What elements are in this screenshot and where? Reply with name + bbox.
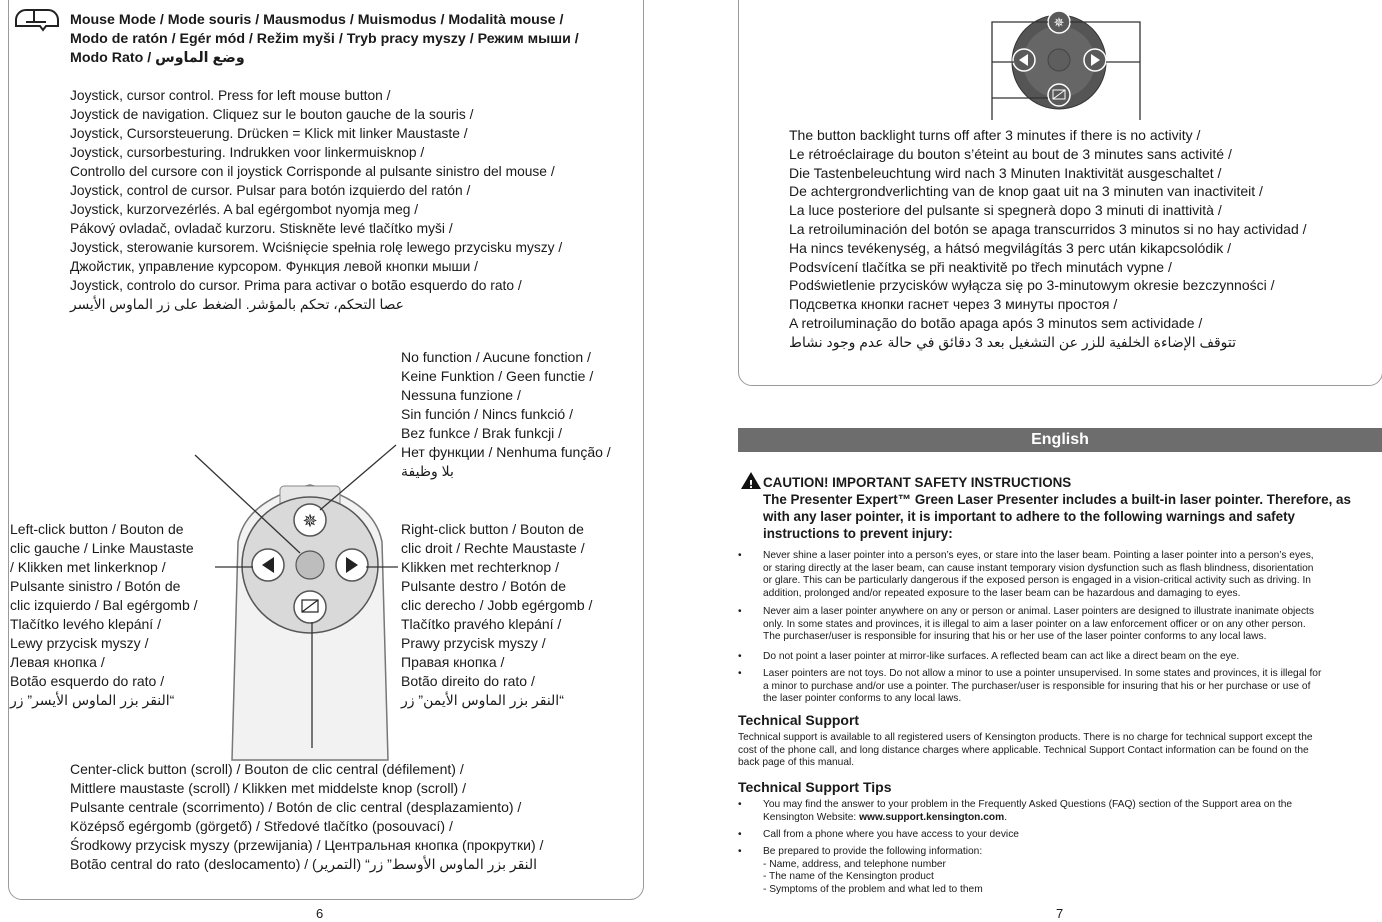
note-line: La retroiluminación del botón se apaga transcurridos 3 minutos si no hay actividad /	[789, 220, 1307, 237]
presenter-device-illustration	[195, 445, 398, 760]
safety-bullet	[738, 550, 1382, 600]
label-line: “النقر بزر الماوس الأيمن” زر	[401, 692, 564, 708]
right-click-label	[401, 520, 592, 710]
safety-bullet	[738, 668, 1382, 706]
support-website-link[interactable]: www.support.kensington.com	[859, 811, 1005, 823]
desc-line: Joystick, sterowanie kursorem. Wciśnięcie spełnia rolę lewego przycisku myszy /	[70, 240, 563, 255]
mouse-mode-description	[70, 86, 562, 314]
bullet-mark: •	[738, 846, 742, 857]
note-line: Die Tastenbeleuchtung wird nach 3 Minuten Inaktivität ausgeschaltet /	[789, 164, 1222, 181]
bullet-mark: •	[738, 651, 742, 662]
label-line: Tlačítko levého klepání /	[10, 616, 161, 632]
label-line: Mittlere maustaste (scroll) / Klikken met middelste knop (scroll) /	[70, 780, 466, 796]
caution-block	[763, 474, 1351, 542]
bullet-line: only. In some states and provinces, it is illegal to aim a laser pointer on a law enforcement officer or on any other person.	[763, 618, 1306, 630]
bullet-mark: •	[738, 668, 742, 679]
label-line: Pulsante destro / Botón de	[401, 578, 566, 594]
tip-line: Kensington Website:	[763, 811, 860, 823]
note-line: Le rétroéclairage du bouton s’éteint au bout de 3 minutes sans activité /	[789, 145, 1232, 162]
tip-bullet	[738, 846, 1382, 896]
label-line: Левая кнопка /	[10, 654, 105, 670]
mouse-icon	[16, 10, 58, 30]
caution-intro-line: with any laser pointer, it is important to adhere to the following warnings and safety	[763, 509, 1295, 524]
tech-support-body	[738, 732, 1382, 770]
desc-line: Joystick, controlo do cursor. Prima para activar o botão esquerdo do rato /	[70, 278, 522, 293]
label-line: No function / Aucune fonction /	[401, 349, 591, 365]
sub-item: - Name, address, and telephone number	[763, 858, 946, 870]
label-line: Keine Funktion / Geen functie /	[401, 368, 594, 384]
bullet-line: Laser pointers are not toys. Do not allow a minor to use a pointer unsupervised. In some states and provinces, it is illegal for	[763, 668, 1322, 679]
bullet-line: or staring directly at the laser beam, can cause instant temporary vision dysfunction such as flash blindness, disorientation	[763, 562, 1314, 574]
desc-line: Joystick, control de cursor. Pulsar para botón izquierdo del ratón /	[70, 183, 471, 198]
bullet-line: Do not point a laser pointer at mirror-like surfaces. A reflected beam can act like a direct beam on the eye.	[763, 651, 1240, 662]
label-line: Bez funkce / Brak funkcji /	[401, 425, 563, 441]
label-line: Center-click button (scroll) / Bouton de clic central (défilement) /	[70, 761, 464, 777]
label-line: Правая кнопка /	[401, 654, 505, 670]
label-line: Sin función / Nincs funkció /	[401, 406, 573, 422]
blank-screen-button	[294, 591, 326, 623]
note-line: De achtergrondverlichting van de knop gaat uit na 3 minuten van inactiviteit /	[789, 183, 1263, 200]
title-line: Modo de ratón / Egér mód / Režim myši / Tryb pracy myszy / Режим мыши /	[70, 31, 579, 47]
svg-text:✵: ✵	[1053, 16, 1065, 31]
note-line: The button backlight turns off after 3 minutes if there is no activity /	[789, 127, 1201, 143]
desc-line: Джойстик, управление курсором. Функция левой кнопки мыши /	[70, 259, 478, 274]
label-line: Prawy przycisk myszy /	[401, 635, 546, 651]
desc-line: Joystick, cursor control. Press for left mouse button /	[70, 88, 391, 103]
label-line: clic derecho / Jobb egérgomb /	[401, 597, 593, 613]
center-click-label	[70, 760, 543, 874]
desc-line: Joystick de navigation. Cliquez sur le bouton gauche de la souris /	[70, 107, 474, 122]
bullet-line: The purchaser/user is responsible for insuring that his or her use of the laser pointer conforms to any local laws.	[763, 631, 1267, 643]
tip-line: Call from a phone where you have access to your device	[763, 829, 1019, 840]
label-line: Pulsante centrale (scorrimento) / Botón de clic central (desplazamiento) /	[70, 799, 522, 815]
label-line: “النقر بزر الماوس الأيسر” زر	[10, 692, 175, 708]
note-line: Podświetlenie przycisków wyłącza się po 3-minutowym okresie bezczynności /	[789, 277, 1275, 294]
desc-line: Joystick, kurzorvezérlés. A bal egérgombot nyomja meg /	[70, 202, 419, 217]
backlight-note	[789, 126, 1307, 352]
tip-bullet	[738, 829, 1382, 842]
label-line: clic droit / Rechte Maustaste /	[401, 540, 585, 556]
page-number-left: 6	[316, 906, 324, 921]
desc-line: Controllo del cursore con il joystick Corrisponde al pulsante sinistro del mouse /	[70, 164, 555, 179]
svg-text:!: !	[748, 478, 754, 491]
section-header-english: English	[738, 428, 1382, 452]
label-line: Botão central do rato (deslocamento) / (التمرير) “النقر بزر الماوس الأوسط” زر	[70, 856, 538, 872]
left-click-label	[10, 520, 198, 710]
body-line: back page of this manual.	[738, 757, 855, 769]
tip-bullet: • You may find the answer to your problem in the Frequently Asked Questions (FAQ) section of the Support area on the Kensington Website: www.support.kensington.com.	[738, 799, 1382, 824]
tech-support-heading: Technical Support	[738, 712, 860, 728]
desc-line: Joystick, Cursorsteuerung. Drücken = Klick mit linker Maustaste /	[70, 126, 468, 141]
label-line: Botão esquerdo do rato /	[10, 673, 165, 689]
label-line: Right-click button / Bouton de	[401, 521, 584, 537]
body-line: cost of the phone call, and long distance charges where applicable. Technical Support Contact information can be found on the	[738, 744, 1309, 756]
caution-intro-line: instructions to prevent injury:	[763, 526, 953, 541]
sub-item: - The name of the Kensington product	[763, 871, 934, 883]
warning-icon	[741, 472, 761, 491]
note-line: A retroiluminação do botão apaga após 3 minutos sem actividade /	[789, 314, 1203, 331]
label-line: / Klikken met linkerknop /	[10, 559, 166, 575]
note-line: La luce posteriore del pulsante si spegnerà dopo 3 minuti di inattività /	[789, 202, 1222, 219]
label-line: Botão direito do rato /	[401, 673, 535, 689]
backlit-dpad-illustration	[992, 11, 1140, 120]
safety-bullet	[738, 606, 1382, 644]
page-number-right: 7	[1056, 906, 1064, 921]
safety-bullet	[738, 651, 1382, 664]
bullet-line: Never aim a laser pointer anywhere on any or person or animal. Laser pointers are designed to illustrate inanimate objects	[763, 606, 1314, 617]
bullet-mark: •	[738, 829, 742, 840]
bullet-line: or glare. This can be particularly dangerous if the exposed person is engaged in a vision-critical activity such as driving. In	[763, 575, 1311, 587]
bullet-line: Never shine a laser pointer into a person’s eyes, or stare into the laser beam. Pointing a laser pointer into a person’s eyes,	[763, 550, 1314, 561]
bullet-mark: •	[738, 606, 742, 617]
label-line: clic izquierdo / Bal egérgomb /	[10, 597, 198, 613]
note-line: Podsvícení tlačítka se při neaktivitě po třech minutách vypne /	[789, 258, 1172, 275]
label-line: clic gauche / Linke Maustaste	[10, 540, 194, 556]
tip-line: Be prepared to provide the following information:	[763, 846, 983, 857]
label-line: Left-click button / Bouton de	[10, 521, 184, 537]
no-function-label	[401, 348, 611, 481]
tip-line: You may find the answer to your problem in the Frequently Asked Questions (FAQ) section of the Support area on the	[763, 799, 1293, 810]
label-line: Középső egérgomb (görgető) / Středové tlačítko (posouvací) /	[70, 818, 453, 834]
desc-line: Joystick, cursorbesturing. Indrukken voor linkermuisknop /	[70, 145, 425, 160]
label-line: Pulsante sinistro / Botón de	[10, 578, 181, 594]
mouse-mode-title	[70, 11, 579, 68]
label-line: بلا وظيفة	[401, 463, 454, 479]
note-line: Ha nincs tevékenység, a hátsó megvilágítás 3 perc után kikapcsolódik /	[789, 239, 1232, 256]
joystick-center	[296, 551, 324, 579]
label-line: Нет функции / Nenhuma função /	[401, 444, 611, 460]
label-line: Środkowy przycisk myszy (przewijania) / Центральная кнопка (прокрутки) /	[70, 837, 544, 853]
title-line: Modo Rato / وضع الماوس	[70, 50, 245, 66]
title-line: Mouse Mode / Mode souris / Mausmodus / Muismodus / Modalità mouse /	[70, 12, 564, 28]
bullet-mark: •	[738, 799, 742, 810]
desc-line: Pákový ovladač, ovladač kurzoru. Stiskněte levé tlačítko myši /	[70, 221, 453, 236]
bullet-line: a minor to purchase and/or use a pointer. The purchaser/user is responsible for insuring that his or her purchase or use of	[763, 680, 1311, 692]
note-line: تتوقف الإضاءة الخلفية للزر عن التشغيل بعد 3 دقائق في حالة عدم وجود نشاط	[789, 333, 1237, 350]
bullet-line: addition, prolonged and/or repeated exposure to the laser beam can be hazardous and damaging to eyes.	[763, 587, 1241, 599]
label-line: Tlačítko pravého klepání /	[401, 616, 562, 632]
label-line: Lewy przycisk myszy /	[10, 635, 149, 651]
tech-tips-heading: Technical Support Tips	[738, 779, 892, 795]
svg-text:✵: ✵	[302, 511, 318, 532]
bullet-mark: •	[738, 550, 742, 561]
body-line: Technical support is available to all registered users of Kensington products. There is no charge for technical support except the	[738, 732, 1313, 743]
bullet-line: the laser pointer conforms to any local laws.	[763, 693, 962, 705]
sub-item: - Symptoms of the problem and what led to them	[763, 883, 983, 895]
label-line: Nessuna funzione /	[401, 387, 521, 403]
note-line: Подсветка кнопки гаснет через 3 минуты простоя /	[789, 296, 1118, 313]
label-line: Klikken met rechterknop /	[401, 559, 559, 575]
caution-heading: CAUTION! IMPORTANT SAFETY INSTRUCTIONS	[763, 475, 1072, 490]
desc-line: عصا التحكم، تحكم بالمؤشر. الضغط على زر الماوس الأيسر	[70, 297, 404, 312]
caution-intro-line: The Presenter Expert™ Green Laser Presenter includes a built-in laser pointer. Therefore, as	[763, 492, 1351, 507]
